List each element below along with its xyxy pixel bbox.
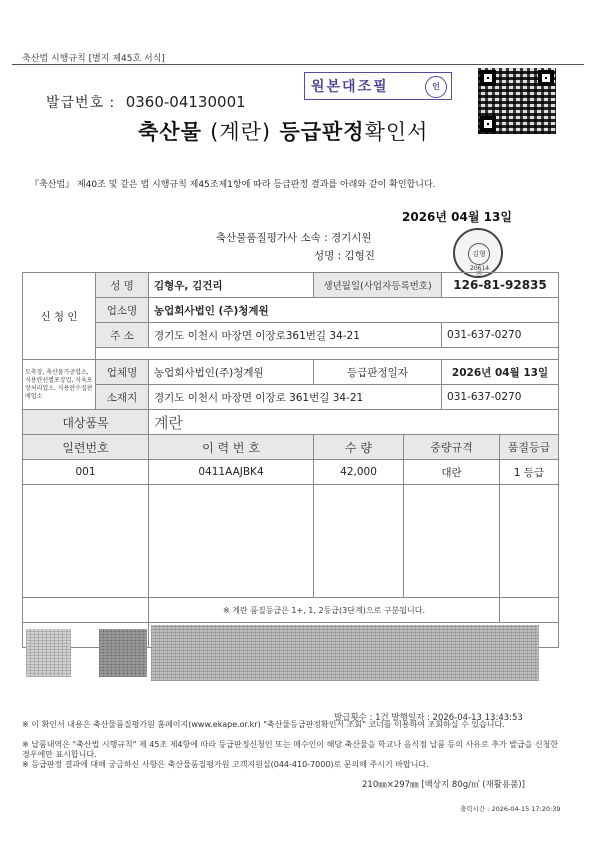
official-seal-icon (453, 228, 503, 278)
applicant-name: 김형우, 김건리 (149, 273, 314, 298)
row-quantity: 42,000 (314, 460, 404, 485)
entity-name: 농업회사법인(주)청계원 (149, 360, 314, 385)
qr-finder-icon (538, 70, 554, 86)
column-serial: 일련번호 (23, 435, 149, 460)
column-quality-grade: 품질등급 (500, 435, 559, 460)
issue-number-value: 0360-04130001 (125, 93, 246, 111)
grading-date-label: 등급판정일자 (314, 360, 442, 385)
bizno-value: 126-81-92835 (442, 273, 559, 298)
stamp-text: 원본대조필 (311, 79, 389, 95)
original-verified-stamp (304, 72, 452, 100)
applicant-section-label: 신 청 인 (23, 273, 96, 360)
table-row (23, 460, 559, 485)
issue-number (46, 92, 246, 112)
title-part: 확인서 (364, 120, 429, 144)
legal-basis-text: 『축산법』 제40조 및 같은 법 시행규칙 제45조제1항에 따라 등급판정 결과를 아래와 같이 확인합니다. (30, 180, 436, 190)
column-trace-number: 이 력 번 호 (149, 435, 314, 460)
paper-size-note: 210㎜×297㎜ [백상지 80g/㎡ (재활용품)] (362, 780, 525, 790)
qr-finder-icon (480, 116, 496, 132)
issue-number-label: 발급번호 : (46, 95, 116, 111)
header-divider (12, 64, 584, 65)
photo-placeholder (23, 623, 149, 648)
form-number-note: 축산법 시행규칙 [별지 제45호 서식] (22, 54, 165, 64)
applicant-address: 경기도 이천시 마장면 이장로361번길 34-21 (149, 323, 442, 348)
document-title (138, 116, 428, 146)
confirmation-date: 2026년 04월 13일 (402, 210, 512, 224)
grader-name: 성명 : 김형진 (314, 250, 375, 262)
row-serial: 001 (23, 460, 149, 485)
grading-date: 2026년 04월 13일 (442, 360, 559, 385)
farm-location: 경기도 이천시 마장면 이장로 361번길 34-21 (149, 385, 442, 410)
company-label: 업소명 (96, 298, 149, 323)
column-weight-class: 중량규격 (404, 435, 500, 460)
stamp-seal-icon: 인 (425, 76, 447, 98)
product-value: 계란 (149, 410, 559, 435)
row-weight-class: 대란 (404, 460, 500, 485)
qr-finder-icon (480, 70, 496, 86)
certificate-table (22, 272, 559, 648)
seal-code: 20614 (470, 265, 490, 272)
row-trace-number: 0411AAJBK4 (149, 460, 314, 485)
applicant-name-label: 성 명 (96, 273, 149, 298)
location-label: 소재지 (96, 385, 149, 410)
title-part: 등급판정 (279, 120, 365, 144)
seal-name: 김형진 (468, 243, 490, 265)
title-part: 축산물 (138, 120, 202, 144)
footnote-2: ※ 납품내역은 "축산법 시행규칙" 제 45조 제4항에 따라 등급판정신청인 또는 매수인이 해당 축산물을 학교나 음식점 납품 등의 사유로 추가 발급을 신청한 경우에만 표시합니다. (22, 740, 559, 759)
issue-count: 발급횟수 : 1건 발행일자 : 2026-04-13 13:43:53 (334, 713, 523, 723)
column-quantity: 수 량 (314, 435, 404, 460)
footnote-1: ※ 이 확인서 내용은 축산물품질평가원 홈페이지(www.ekape.or.kr) "축산물등급판정확인서 조회" 코너를 이용하여 조회하실 수 있습니다. (22, 720, 505, 729)
product-label: 대상품목 (23, 410, 149, 435)
print-time: 출력시간 : 2026-04-15 17:20:39 (460, 805, 561, 813)
farm-phone: 031-637-0270 (442, 385, 559, 410)
qr-code-icon (478, 68, 556, 134)
title-part: (계란) (210, 120, 272, 144)
applicant-phone: 031-637-0270 (442, 323, 559, 348)
address-label: 주 소 (96, 323, 149, 348)
row-quality-grade: 1 등급 (500, 460, 559, 485)
farm-section-label: 도축장, 축산물가공업소, 식용란선별포장업, 식육포장처리업소, 식용란수집판매업소 (23, 360, 96, 410)
barcode-pattern (149, 623, 559, 648)
bizno-label: 생년월일(사업자등록번호) (314, 273, 442, 298)
entity-label: 업체명 (96, 360, 149, 385)
grade-scale-note: ※ 계란 품질등급은 1+, 1, 2등급(3단계)으로 구분됩니다. (149, 598, 500, 623)
footnote-3: ※ 등급판정 결과에 대해 궁금하신 사항은 축산물품질평가원 고객지원실(044-410-7000)로 문의해 주시기 바랍니다. (22, 760, 429, 769)
company-name: 농업회사법인 (주)청계원 (149, 298, 559, 323)
grader-organization: 축산물품질평가사 소속 : 경기시원 (216, 232, 372, 244)
